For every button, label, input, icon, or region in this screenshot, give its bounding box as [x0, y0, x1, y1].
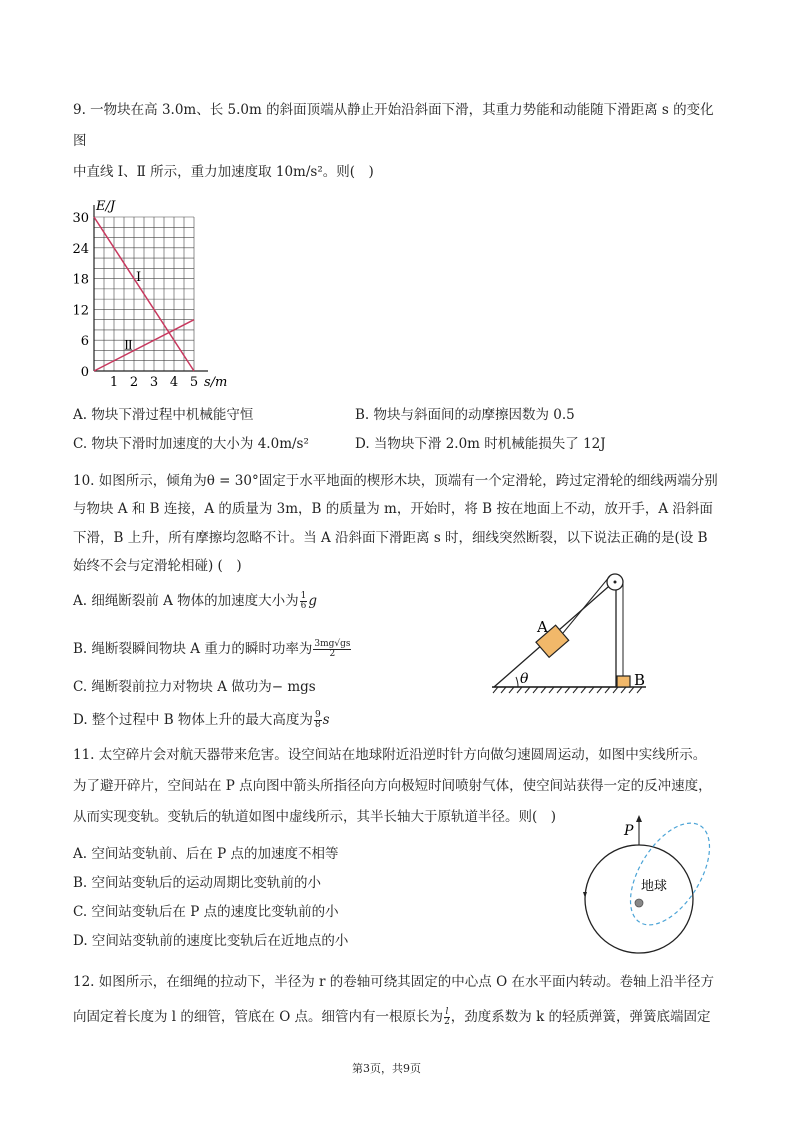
page-footer: 第3页，共9页: [352, 1062, 421, 1075]
y-tick-label: 30: [72, 211, 89, 226]
q11-option-d: D. 空间站变轨前的速度比变轨后在近地点的小: [73, 933, 349, 949]
x-tick-label: 1: [109, 375, 119, 390]
q10-option-b: B. 绳断裂瞬间物块 A 重力的瞬时功率为 $\frac{3mg√gs}{2}$: [73, 639, 351, 659]
q9-stem-line1: 9. 一物块在高 3.0m、长 5.0m 的斜面顶端从静止开始沿斜面下滑，其重力势能和动能随下滑距离 s 的变化: [73, 102, 714, 118]
q12-stem-line2: 向固定着长度为 l 的细管，管底在 O 点。细管内有一根原长为 $\frac{l}{2}$ ，劲度系数为 k 的轻质弹簧，弹簧底端固定: [73, 1007, 711, 1027]
point-p-label: P: [624, 823, 634, 839]
orbit-direction-arrow: [583, 892, 587, 898]
q11-option-b: B. 空间站变轨后的运动周期比变轨前的小: [73, 875, 322, 891]
block-b: [617, 676, 630, 687]
q10-option-a: A. 细绳断裂前 A 物体的加速度大小为 $\frac{1}{6}$ g: [73, 591, 318, 611]
angle-arc: [516, 677, 518, 687]
series-label-1: Ⅰ: [136, 270, 142, 286]
y-tick-label: 12: [72, 303, 89, 319]
earth-dot: [635, 899, 643, 907]
y-tick-label: 18: [72, 272, 89, 288]
q11-option-c: C. 空间站变轨后在 P 点的速度比变轨前的小: [73, 904, 339, 920]
q10-stem-line4: 始终不会与定滑轮相碰) ( ): [73, 558, 242, 574]
q10-option-c: C. 绳断裂前拉力对物块 A 做功为− mgs: [73, 679, 316, 695]
q10-option-d: D. 整个过程中 B 物体上升的最大高度为 $\frac{9}{8}$ s: [73, 710, 330, 730]
q9-stem-line2: 图: [73, 133, 87, 149]
q9-option-a: A. 物块下滑过程中机械能守恒: [73, 407, 254, 423]
q10-stem-line1: 10. 如图所示，倾角为θ = 30°固定于水平地面的楔形木块，顶端有一个定滑轮，跨过定滑轮的细线两端分别: [73, 473, 718, 489]
q11-stem-line2: 为了避开碎片，空间站在 P 点向图中箭头所指径向方向极短时间喷射气体，使空间站获得一定的反冲速度，: [73, 778, 712, 794]
y-tick-label: 6: [80, 334, 89, 350]
thrust-arrow-head: [636, 815, 642, 822]
y-tick-label: 24: [72, 241, 89, 257]
x-tick-label: 2: [129, 375, 139, 390]
chart-axes: [94, 205, 208, 371]
q10-stem-line3: 下滑，B 上升，所有摩擦均忽略不计。当 A 沿斜面下滑距离 s 时，细线突然断裂，以下说法正确的是(设 B: [73, 530, 708, 546]
q9-option-c: C. 物块下滑时加速度的大小为 4.0m/s²: [73, 436, 309, 452]
q11-stem-line3: 从而实现变轨。变轨后的轨道如图中虚线所示，其半长轴大于原轨道半径。则( ): [73, 809, 557, 825]
x-axis-label: s/m: [204, 375, 228, 390]
q10-stem-line2: 与物块 A 和 B 连接，A 的质量为 3m，B 的质量为 m，开始时，将 B 按在地面上不动，放开手，A 沿斜面: [73, 501, 713, 517]
ground-hatching: [493, 687, 642, 693]
x-tick-label: 4: [169, 375, 179, 390]
series-label-2: Ⅱ: [124, 338, 133, 354]
q9-option-d: D. 当物块下滑 2.0m 时机械能损失了 12J: [355, 436, 606, 452]
x-tick-label: 5: [189, 375, 199, 390]
q11-orbit-figure: [570, 812, 720, 954]
q9-stem-line3: 中直线 Ⅰ、Ⅱ 所示，重力加速度取 10m/s²。则( ): [73, 164, 374, 180]
x-tick-label: 3: [149, 375, 159, 390]
q9-option-b: B. 物块与斜面间的动摩擦因数为 0.5: [355, 407, 575, 423]
block-a-label: A: [537, 618, 548, 636]
chart-tick-labels: [72, 211, 198, 390]
q12-stem-line1: 12. 如图所示，在细绳的拉动下，半径为 r 的卷轴可绕其固定的中心点 O 在水平面内转动。卷轴上沿半径方: [73, 974, 714, 990]
angle-theta-label: θ: [520, 671, 529, 687]
string-a: [563, 576, 610, 633]
earth-label: 地球: [641, 879, 668, 894]
pulley-axle: [614, 581, 617, 584]
y-tick-label: 0: [80, 365, 89, 380]
block-b-label: B: [634, 671, 646, 689]
y-axis-label: E/J: [96, 199, 116, 214]
q11-stem-line1: 11. 太空碎片会对航天器带来危害。设空间站在地球附近沿逆时针方向做匀速圆周运动，如图中实线所示。: [73, 747, 707, 763]
q10-incline-figure: [488, 570, 658, 695]
q9-energy-chart: [60, 196, 250, 396]
q11-option-a: A. 空间站变轨前、后在 P 点的加速度不相等: [73, 846, 339, 862]
